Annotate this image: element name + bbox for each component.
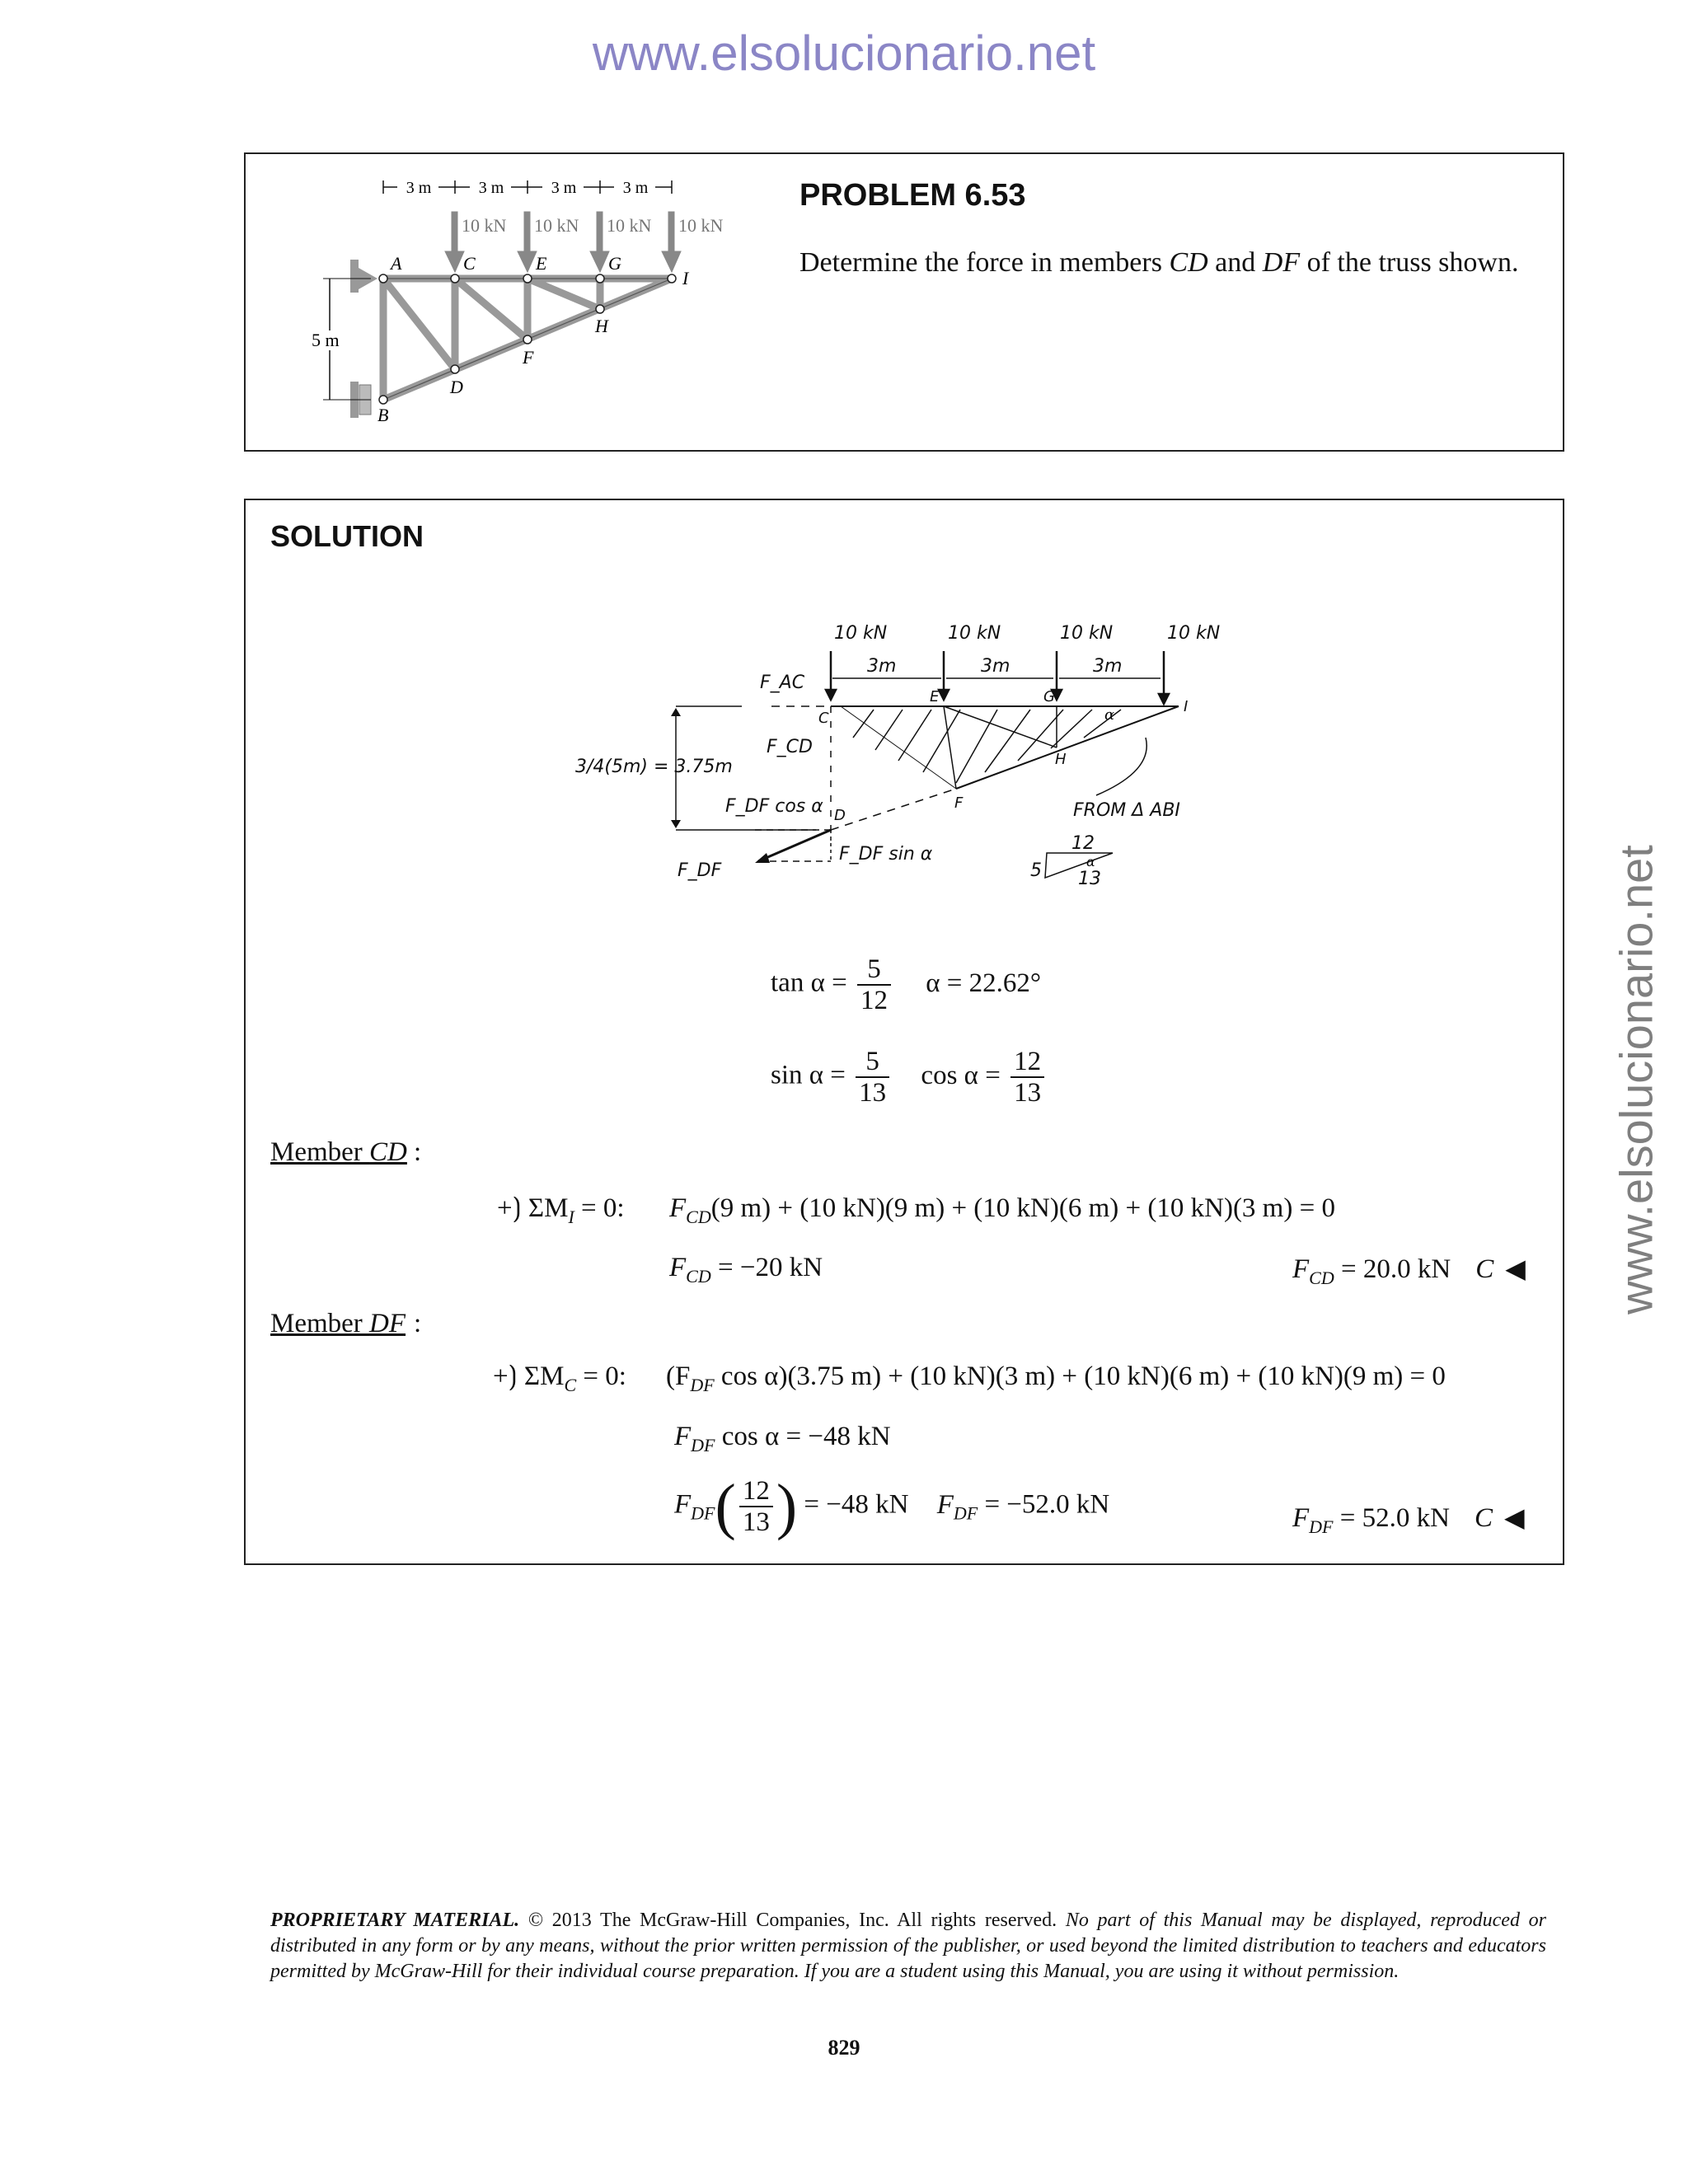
span-label: 3 m — [551, 179, 577, 197]
span-label: 3 m — [406, 179, 432, 197]
df-equation-3: $F_{DF}$( $\frac{12}{13}$ ) = −48 kN $F_{DF} = -52.0$ kN — [674, 1472, 1110, 1541]
cd-equation-1: $F_{CD}(9$ m) + (10 kN)(9 m) + (10 kN)(6 m) + (10 kN)(3 m) = 0 — [669, 1193, 1335, 1227]
sketch-joint-label: H — [1055, 751, 1067, 768]
moment-equation-cd: +⟯ $\Sigma M_I = 0$: — [497, 1193, 625, 1227]
joint-label: E — [536, 253, 547, 274]
triangle-side-c: 13 — [1078, 869, 1101, 889]
tan-equation: tan α = $\frac{5}{12}$ α = 22.62° — [771, 954, 1042, 1015]
load-label: 10 kN — [534, 215, 579, 236]
sketch-joint-label: I — [1184, 698, 1189, 715]
joint-label: F — [523, 347, 534, 368]
df-equation-1: ($F_{DF}$ cos α)(3.75 m) + (10 kN)(3 m) + (10 kN)(6 m) + (10 kN)(9 m) = 0 — [666, 1361, 1446, 1395]
triangle-angle: α — [1086, 854, 1095, 869]
sketch-joint-label: E — [930, 688, 940, 705]
joint-label: A — [391, 253, 402, 274]
problem-statement: Determine the force in members CD and DF of the truss shown. — [799, 247, 1519, 278]
load-label: 10 kN — [462, 215, 507, 236]
span-label: 3 m — [622, 179, 649, 197]
sketch-fcd: F_CD — [767, 737, 813, 757]
df-answer: $F_{DF} = 52.0$ kN C ◀ — [1292, 1502, 1525, 1537]
load-label: 10 kN — [607, 215, 652, 236]
page-number: 829 — [828, 2036, 860, 2060]
member-cd-label: Member CD — [270, 1137, 407, 1167]
triangle-side-b: 5 — [1030, 860, 1042, 881]
truss-figure — [305, 169, 750, 433]
triangle-side-a: 12 — [1071, 833, 1095, 854]
joint-label: C — [463, 253, 476, 274]
answer-marker-icon: ◀ — [1505, 1254, 1526, 1283]
sketch-load-label: 10 kN — [834, 623, 888, 644]
watermark-side: www.elsolucionario.net — [1610, 845, 1662, 1315]
sketch-fdf-sin: F_DF sin α — [839, 844, 933, 865]
sketch-joint-label: D — [834, 807, 846, 824]
sketch-height-note: 3/4(5m) = 3.75m — [575, 757, 733, 777]
cd-equation-2: $F_{CD} = -20$ kN — [669, 1253, 823, 1286]
problem-title: PROBLEM 6.53 — [799, 178, 1026, 213]
joint-label: G — [608, 253, 621, 274]
df-equation-2: $F_{DF}$ cos α = −48 kN — [674, 1422, 891, 1455]
sketch-load-label: 10 kN — [948, 623, 1001, 644]
sketch-fdf: F_DF — [678, 860, 722, 881]
solution-title: SOLUTION — [270, 519, 424, 553]
colon: : — [414, 1309, 422, 1338]
sketch-alpha: α — [1104, 706, 1115, 724]
free-body-sketch — [569, 614, 1278, 894]
answer-marker-icon: ◀ — [1503, 1502, 1525, 1532]
sin-cos-equation: sin α = $\frac{5}{13}$ cos α = $\frac{12}{13}$ — [771, 1047, 1048, 1108]
cd-answer: $F_{CD} = 20.0$ kN C ◀ — [1292, 1254, 1526, 1288]
joint-label: D — [450, 377, 463, 397]
joint-label: B — [377, 405, 389, 425]
sketch-load-label: 10 kN — [1060, 623, 1114, 644]
load-label: 10 kN — [678, 215, 724, 236]
sketch-fdf-cos: F_DF cos α — [725, 796, 823, 817]
joint-label: H — [595, 316, 608, 336]
joint-label: I — [682, 268, 689, 288]
sketch-joint-label: G — [1043, 688, 1055, 705]
span-label: 3 m — [478, 179, 504, 197]
sketch-joint-label: F — [954, 794, 964, 812]
sketch-span-label: 3m — [1093, 656, 1123, 677]
sketch-fac: F_AC — [760, 673, 805, 693]
sketch-span-label: 3m — [981, 656, 1010, 677]
sketch-load-label: 10 kN — [1167, 623, 1221, 644]
copyright-footer: PROPRIETARY MATERIAL. © 2013 The McGraw-Hill Companies, Inc. All rights reserved. No part of this Manual may be displayed, reproduced or distributed in any form or by any means, without the prior written permission of the publisher, or used beyond the limited distribution to teachers and educators permitted by McGraw-Hill for their individual course preparation. If you are a student using this Manual, you are using it without permission. — [270, 1910, 1546, 1982]
sketch-joint-label: C — [818, 710, 829, 727]
height-label: 5 m — [312, 330, 340, 350]
watermark-top: www.elsolucionario.net — [592, 26, 1096, 81]
sketch-span-label: 3m — [867, 656, 897, 677]
colon: : — [414, 1137, 422, 1167]
sketch-from-note: FROM Δ ABI — [1073, 800, 1180, 821]
moment-equation-df: +⟯ $\Sigma M_C = 0$: — [493, 1361, 626, 1395]
member-df-label: Member DF — [270, 1309, 406, 1338]
